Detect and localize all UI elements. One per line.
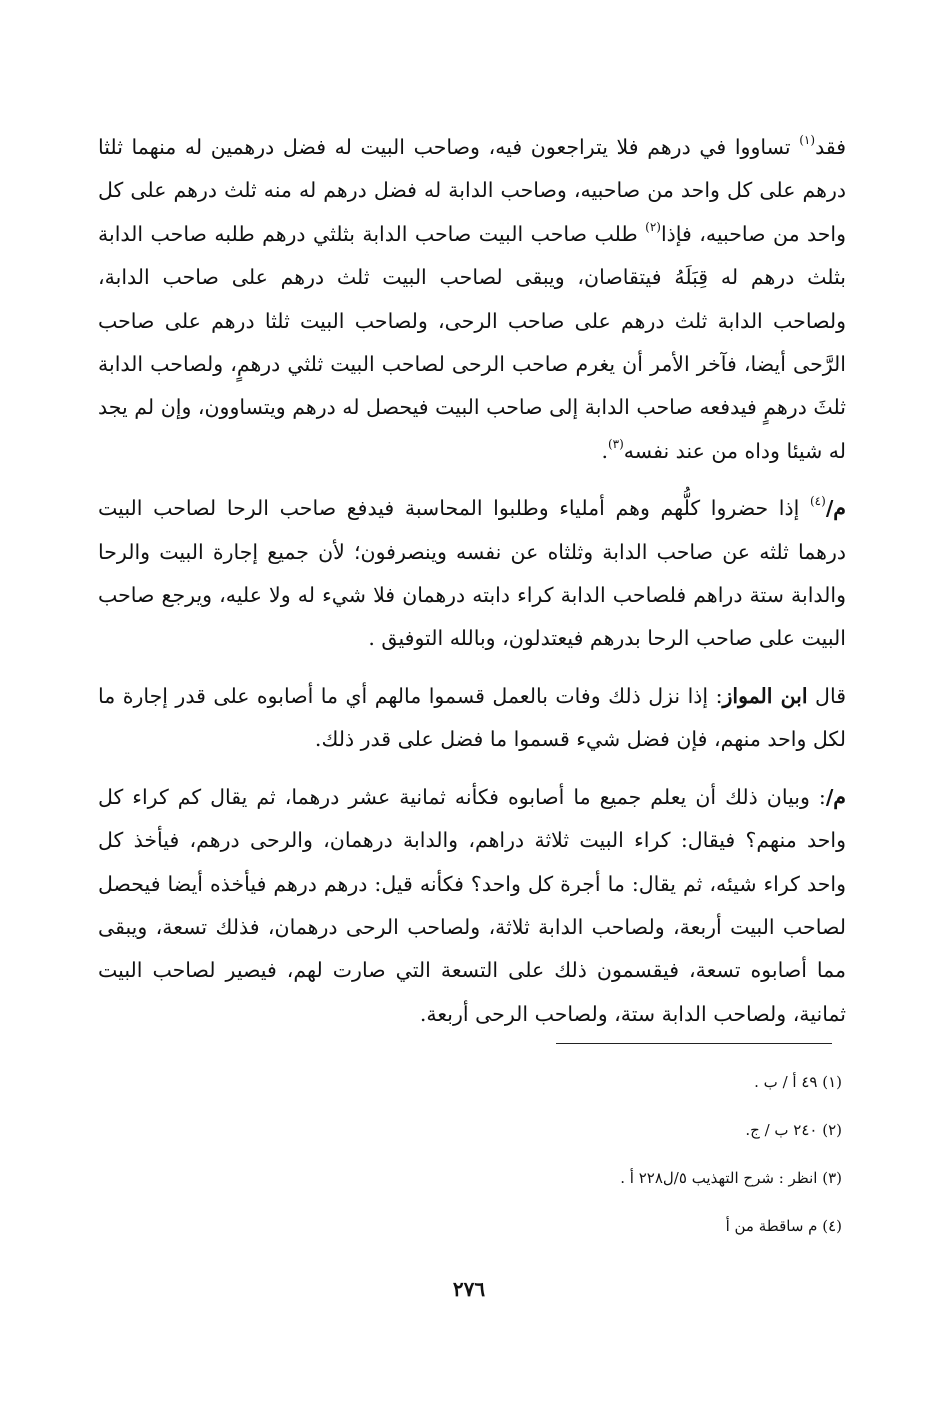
footnote-3: (٣) انظر : شرح التهذيب ٥/ل٢٢٨ أ . [620, 1169, 842, 1187]
footnote-separator [556, 1043, 832, 1044]
paragraph-lead: م/ [825, 784, 846, 809]
author-name: ابن المواز [722, 683, 808, 708]
footnote-4: (٤) م ساقطة من أ [725, 1217, 842, 1235]
text-run: إذا حضروا كلُّهم وهم أملياء وطلبوا المحاسبة فيدفع صاحب الرحا لصاحب البيت درهما ثلثه عن صاحب الدابة وثلثاه عن نفسه وينصرفون؛ لأن جميع إجارة البيت والرحا والدابة ستة دراهم فلصاحب الدابة كراء دابته درهمان فلا شيء له ولا عليه، ويرجع صاحب البيت على صاحب الرحا بدرهم فيعتدلون، وبالله التوفيق . [98, 496, 846, 651]
paragraph-lead: م/ [825, 496, 846, 521]
text-run: . [601, 438, 608, 463]
paragraph-4 [98, 776, 846, 1036]
text-run: قال [807, 683, 846, 708]
footnote-2: (٢) ٢٤٠ ب / ج. [745, 1121, 842, 1139]
footnote-ref-2: (٢) [645, 219, 661, 234]
footnote-ref-3: (٣) [607, 436, 624, 451]
body-text [98, 126, 846, 1050]
paragraph-2 [98, 487, 846, 661]
footnote-ref-1: (١) [799, 133, 816, 147]
footnote-1: (١) ٤٩ أ / ب . [754, 1073, 842, 1091]
footnotes [400, 1058, 842, 1250]
paragraph-3 [98, 675, 846, 762]
text-run: فقد [815, 135, 846, 159]
text-run: : وبيان ذلك أن يعلم جميع ما أصابوه فكأنه ثمانية عشر درهما، ثم يقال كم كراء كل واحد منهم؟ فيقال: كراء البيت ثلاثة دراهم، والدابة درهمان، والرحى درهم، فيأخذ كل واحد كراء شيئه، ثم يقال: ما أجرة كل واحد؟ فكأنه قيل: درهم درهم فيأخذه أيضا فيحصل لصاحب البيت أربعة، ولصاحب الدابة ثلاثة، ولصاحب الرحى درهمان، فذلك تسعة، ويبقى مما أصابوه تسعة، فيقسمون ذلك على التسعة التي صارت لهم، فيصير لصاحب البيت ثمانية، ولصاحب الدابة ستة، ولصاحب الرحى أربعة. [98, 784, 846, 1026]
text-run: تساووا في درهم فلا يتراجعون فيه، وصاحب البيت له فضل درهمين له منهما ثلثا درهم على كل واحد من صاحبيه، وصاحب الدابة له فضل درهم له منه ثلث درهم على كل واحد من صاحبيه، فإذا [98, 135, 846, 246]
footnote-ref-4: (٤) [809, 494, 826, 509]
page-number: ٢٧٦ [452, 1277, 486, 1301]
paragraph-1 [98, 126, 846, 473]
text-run: طلب صاحب البيت صاحب الدابة بثلثي درهم طلبه صاحب الدابة بثلث درهم له قِبَلَهُ فيتقاصان، ويبقى لصاحب البيت ثلث درهم على صاحب الدابة، ولصاحب الدابة ثلث درهم على صاحب الرحى، ولصاحب البيت ثلثا درهم على صاحب الرَّحى أيضا، فآخر الأمر أن يغرم صاحب الرحى لصاحب البيت ثلثي درهمٍ، ولصاحب الدابة ثلثَ درهمٍ فيدفعه صاحب الدابة إلى صاحب البيت فيحصل له درهم ويتساوون، وإن لم يجد له شيئا وداه من عند نفسه [98, 221, 846, 463]
text-run: : إذا نزل ذلك وفات بالعمل قسموا مالهم أي ما أصابوه على قدر إجارة ما لكل واحد منهم، فإن فضل شيء قسموا ما فضل على قدر ذلك. [98, 683, 846, 752]
